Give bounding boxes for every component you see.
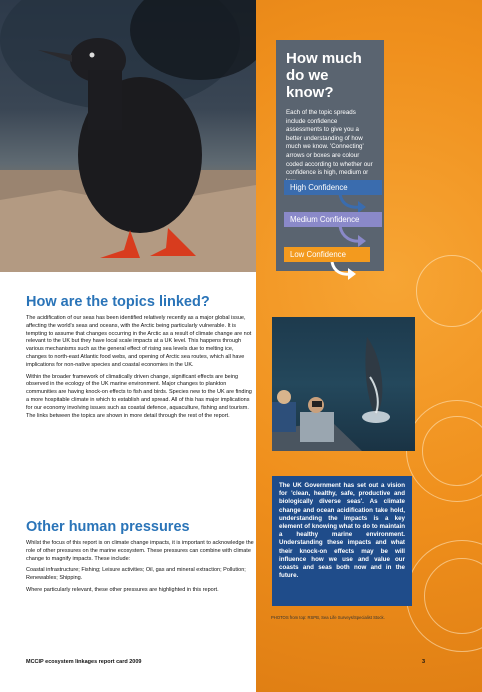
arrow-low-icon bbox=[330, 262, 360, 282]
decorative-circle bbox=[416, 255, 482, 327]
minke-whale-photo bbox=[272, 317, 415, 451]
topics-linked-paragraph-2: Within the broader framework of climatically driven change, significant effects are being observed in the ecology of the UK marine environment. Major changes to plankton communities are having knock-on effects to fish and birds. Species new to the UK are finding a more hospitable climate in which to establish and spread. All of this has major implications for our economy involving issues such as coastal defence, aquaculture, fishing and tourism. The links between the topics are shown in more detail through the rest of the report. bbox=[26, 373, 252, 419]
low-confidence-bar: Low Confidence bbox=[284, 247, 370, 262]
other-pressures-body bbox=[26, 540, 254, 595]
high-confidence-bar: High Confidence bbox=[284, 180, 382, 195]
topics-linked-heading: How are the topics linked? bbox=[26, 294, 210, 310]
vision-text: The UK Government has set out a vision for 'clean, healthy, safe, productive and biologically diverse seas'. As climate change and ocean acidification take hold, understanding the impacts is a key element of knowing what to do to maintain a healthy marine environment. Understanding these impacts and what their knock-on effects may be will influence how we use and value our coasts and seas both now and in the future. bbox=[279, 482, 405, 580]
arrow-high-to-medium-icon bbox=[338, 194, 368, 214]
footer-report-title: MCCIP ecosystem linkages report card 2009 bbox=[26, 659, 142, 665]
arrow-medium-to-low-icon bbox=[338, 226, 368, 248]
topics-linked-paragraph-1: The acidification of our seas has been identified relatively recently as a major global issue, affecting the world's seas and oceans, with the Arctic being particularly vulnerable. It is tempting to assume that changes occurring in the Arctic as a result of climate change are not relevant to the UK but they have local scale impacts at a UK level. This happens through various mechanisms such as the general effect of rising sea levels due to melting ice, changes to north-east Atlantic food webs, and opening of Arctic sea routes, which all have implications for non-native species and coastal economies in the UK. bbox=[26, 315, 252, 368]
topics-linked-body bbox=[26, 315, 254, 420]
uk-government-vision-box bbox=[272, 476, 412, 606]
black-guillemot-photo bbox=[0, 0, 256, 272]
medium-confidence-bar: Medium Confidence bbox=[284, 212, 382, 227]
how-much-title-line2: do we know? bbox=[286, 67, 334, 101]
other-pressures-section bbox=[26, 519, 254, 599]
other-pressures-heading: Other human pressures bbox=[26, 519, 190, 535]
photo-credit: PHOTOS from top: RSPB, Sea Life Surveys/Specialist Stock. bbox=[271, 615, 385, 620]
topics-linked-section bbox=[26, 294, 254, 424]
page-number: 3 bbox=[422, 659, 426, 665]
how-much-body: Each of the topic spreads include confidence assessments to give you a better understanding of how much we know. 'Connecting' arrows or boxes are colour coded according to whether our confidence is high, medium or bbox=[286, 109, 373, 177]
how-much-title bbox=[286, 50, 374, 101]
other-pressures-paragraph-1: Whilst the focus of this report is on climate change impacts, it is important to acknowledge the role of other pressures on the marine ecosystem. These pressures can combine with climate change to magnify impacts. These include: bbox=[26, 540, 254, 562]
other-pressures-paragraph-3: Where particularly relevant, these other pressures are highlighted in this report. bbox=[26, 586, 219, 593]
how-much-title-line1: How much bbox=[286, 50, 362, 67]
other-pressures-paragraph-2: Coastal infrastructure; Fishing; Leisure activities; Oil, gas and mineral extraction; Pollution; Renewables; Shipping. bbox=[26, 567, 246, 582]
whale-illustration bbox=[272, 317, 415, 451]
bird-illustration bbox=[0, 0, 256, 272]
